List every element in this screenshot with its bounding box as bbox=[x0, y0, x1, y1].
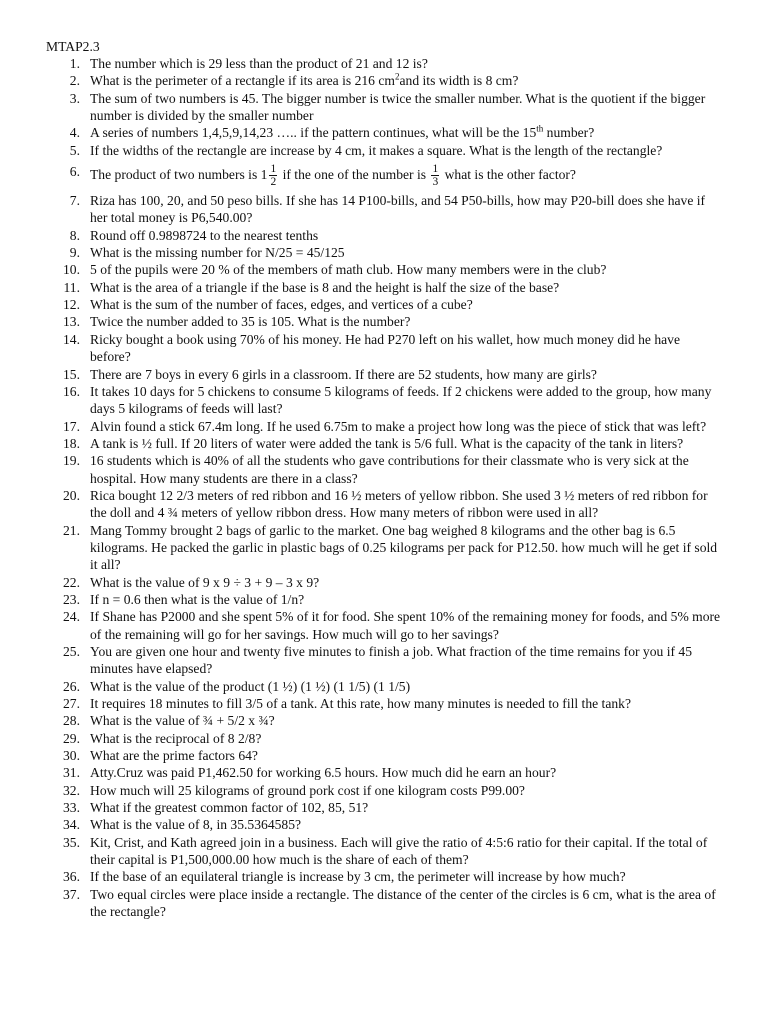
document-title: MTAP2.3 bbox=[46, 39, 100, 54]
question-item bbox=[46, 816, 724, 833]
question-item bbox=[46, 799, 724, 816]
fraction-denominator: 2 bbox=[270, 176, 277, 189]
question-number: 19. bbox=[63, 453, 80, 469]
question-text-part: The product of two numbers is 1 bbox=[90, 166, 268, 182]
question-number: 13. bbox=[63, 314, 80, 330]
question-text bbox=[90, 163, 576, 189]
question-item bbox=[46, 55, 724, 72]
question-number: 21. bbox=[63, 522, 80, 538]
question-text: There are 7 boys in every 6 girls in a classroom. If there are 52 students, how many are girls? bbox=[90, 366, 597, 382]
question-number: 37. bbox=[63, 886, 80, 902]
question-text: What is the sum of the number of faces, edges, and vertices of a cube? bbox=[90, 297, 473, 313]
question-text: If n = 0.6 then what is the value of 1/n? bbox=[90, 591, 305, 607]
question-number: 5. bbox=[69, 142, 80, 158]
question-number: 6. bbox=[69, 164, 80, 180]
question-text: 5 of the pupils were 20 % of the members of math club. How many members were in the club? bbox=[90, 262, 607, 278]
question-text: If the base of an equilateral triangle is increase by 3 cm, the perimeter will increase by how much? bbox=[90, 869, 626, 885]
question-number: 11. bbox=[63, 279, 80, 295]
question-text: Rica bought 12 2/3 meters of red ribbon and 16 ½ meters of yellow ribbon. She used 3 ½ meters of red ribbon for the doll and 4 ¾ meters of yellow ribbon dress. How many meters of ribbon were used in all? bbox=[90, 487, 708, 521]
question-item bbox=[46, 244, 724, 261]
question-number: 1. bbox=[69, 56, 80, 71]
question-number: 16. bbox=[63, 383, 80, 399]
question-item bbox=[46, 730, 724, 747]
question-number: 30. bbox=[63, 748, 80, 764]
question-text: What is the value of ¾ + 5/2 x ¾? bbox=[90, 713, 275, 729]
question-text: Two equal circles were place inside a rectangle. The distance of the center of the circles is 6 cm, what is the area of the rectangle? bbox=[90, 886, 716, 920]
question-item bbox=[46, 159, 724, 192]
question-number: 9. bbox=[69, 245, 80, 261]
question-item bbox=[46, 574, 724, 591]
question-number: 33. bbox=[63, 800, 80, 816]
question-text: What if the greatest common factor of 102, 85, 51? bbox=[90, 800, 369, 816]
question-text: What is the value of 8, in 35.5364585? bbox=[90, 817, 302, 833]
question-text bbox=[90, 125, 594, 140]
question-text bbox=[90, 73, 518, 88]
question-item bbox=[46, 261, 724, 278]
question-item bbox=[46, 452, 724, 487]
question-item bbox=[46, 591, 724, 608]
question-item bbox=[46, 72, 724, 89]
question-item bbox=[46, 712, 724, 729]
question-number: 7. bbox=[69, 193, 80, 209]
question-text: Round off 0.9898724 to the nearest tenths bbox=[90, 227, 319, 243]
question-text: What are the prime factors 64? bbox=[90, 748, 258, 764]
question-text: 16 students which is 40% of all the students who gave contributions for their classmate who is very sick at the hospital. How many students are there in a class? bbox=[90, 453, 689, 486]
question-text: The number which is 29 less than the product of 21 and 12 is? bbox=[90, 56, 428, 71]
question-text: Ricky bought a book using 70% of his money. He had P270 left on his wallet, how much money did he have before? bbox=[90, 331, 680, 365]
question-text: Riza has 100, 20, and 50 peso bills. If she has 14 P100-bills, and 54 P50-bills, how may P20-bill does she have if her total money is P6,540.00? bbox=[90, 193, 706, 226]
fraction bbox=[431, 163, 439, 188]
fraction-numerator: 1 bbox=[270, 163, 277, 176]
question-text: What is the value of the product (1 ½) (1 ½) (1 1/5) (1 1/5) bbox=[90, 678, 411, 694]
question-number: 4. bbox=[69, 125, 80, 141]
question-number: 14. bbox=[63, 331, 80, 347]
fraction-numerator: 1 bbox=[432, 163, 439, 176]
question-number: 26. bbox=[63, 678, 80, 694]
question-number: 8. bbox=[69, 227, 80, 243]
question-number: 23. bbox=[63, 591, 80, 607]
question-item bbox=[46, 331, 724, 366]
question-number: 17. bbox=[63, 418, 80, 434]
question-number: 27. bbox=[63, 696, 80, 712]
question-number: 3. bbox=[69, 90, 80, 106]
question-text: If Shane has P2000 and she spent 5% of it for food. She spent 10% of the remaining money for foods, and 5% more of the remaining will go for her savings. How much will go to her savings? bbox=[90, 609, 721, 642]
question-item bbox=[46, 834, 724, 869]
question-item bbox=[46, 886, 724, 921]
question-item bbox=[46, 764, 724, 781]
question-number: 24. bbox=[63, 609, 80, 625]
question-number: 15. bbox=[63, 366, 80, 382]
superscript: th bbox=[536, 123, 544, 134]
question-number: 2. bbox=[69, 73, 80, 89]
question-number: 29. bbox=[63, 730, 80, 746]
question-item bbox=[46, 124, 724, 141]
superscript: 2 bbox=[394, 71, 400, 82]
question-number: 10. bbox=[63, 262, 80, 278]
question-text-part: what is the other factor? bbox=[441, 166, 576, 182]
question-item bbox=[46, 782, 724, 799]
question-item bbox=[46, 678, 724, 695]
question-text: Mang Tommy brought 2 bags of garlic to the market. One bag weighed 8 kilograms and the other bag is 6.5 kilograms. He packed the garlic in plastic bags of 0.25 kilograms per pack for P12.50. how much will he get if sold it all? bbox=[90, 522, 718, 573]
question-text: A tank is ½ full. If 20 liters of water were added the tank is 5/6 full. What is the capacity of the tank in liters? bbox=[90, 435, 684, 451]
question-text: The sum of two numbers is 45. The bigger number is twice the smaller number. What is the quotient if the bigger number is divided by the smaller number bbox=[90, 90, 706, 124]
fraction bbox=[269, 163, 277, 188]
question-text-part: if the one of the number is bbox=[279, 166, 430, 182]
question-item bbox=[46, 868, 724, 885]
question-number: 34. bbox=[63, 817, 80, 833]
question-item bbox=[46, 279, 724, 296]
question-number: 36. bbox=[63, 869, 80, 885]
question-text: What is the area of a triangle if the base is 8 and the height is half the size of the base? bbox=[90, 279, 560, 295]
question-item bbox=[46, 418, 724, 435]
question-item bbox=[46, 366, 724, 383]
question-item bbox=[46, 296, 724, 313]
question-item bbox=[46, 435, 724, 452]
question-text: Kit, Crist, and Kath agreed join in a business. Each will give the ratio of 4:5:6 ratio for their capital. If the total of their capital is P1,500,000.00 how much is the share of each of them? bbox=[90, 834, 708, 868]
question-item bbox=[46, 90, 724, 125]
question-item bbox=[46, 383, 724, 418]
question-number: 12. bbox=[63, 297, 80, 313]
question-number: 28. bbox=[63, 713, 80, 729]
question-item bbox=[46, 192, 724, 227]
question-number: 31. bbox=[63, 765, 80, 781]
question-text-part: number? bbox=[543, 125, 595, 141]
question-text-part: What is the perimeter of a rectangle if its area is 216 cm bbox=[90, 73, 395, 89]
question-text: Atty.Cruz was paid P1,462.50 for working 6.5 hours. How much did he earn an hour? bbox=[90, 765, 557, 781]
question-text: What is the missing number for N/25 = 45/125 bbox=[90, 245, 345, 261]
question-number: 18. bbox=[63, 435, 80, 451]
question-item bbox=[46, 142, 724, 159]
question-item bbox=[46, 608, 724, 643]
question-text: You are given one hour and twenty five minutes to finish a job. What fraction of the time remains for you if 45 minutes have elapsed? bbox=[90, 644, 693, 677]
question-number: 35. bbox=[63, 834, 80, 850]
question-item bbox=[46, 695, 724, 712]
question-text-part: and its width is 8 cm? bbox=[399, 73, 519, 89]
question-text-part: A series of numbers 1,4,5,9,14,23 ….. if the pattern continues, what will be the 15 bbox=[90, 125, 537, 141]
question-item bbox=[46, 522, 724, 574]
question-text: It requires 18 minutes to fill 3/5 of a tank. At this rate, how many minutes is needed to fill the tank? bbox=[90, 696, 631, 712]
question-list bbox=[46, 55, 724, 921]
question-number: 32. bbox=[63, 782, 80, 798]
question-text: What is the reciprocal of 8 2/8? bbox=[90, 730, 262, 746]
question-number: 22. bbox=[63, 574, 80, 590]
question-item bbox=[46, 747, 724, 764]
question-text: Twice the number added to 35 is 105. What is the number? bbox=[90, 314, 411, 330]
question-text: How much will 25 kilograms of ground pork cost if one kilogram costs P99.00? bbox=[90, 782, 525, 798]
question-text: Alvin found a stick 67.4m long. If he used 6.75m to make a project how long was the piece of stick that was left? bbox=[90, 418, 707, 434]
question-item bbox=[46, 487, 724, 522]
question-item bbox=[46, 643, 724, 678]
question-number: 20. bbox=[63, 487, 80, 503]
question-text: If the widths of the rectangle are increase by 4 cm, it makes a square. What is the length of the rectangle? bbox=[90, 142, 663, 158]
question-number: 25. bbox=[63, 644, 80, 659]
question-item bbox=[46, 313, 724, 330]
question-item bbox=[46, 227, 724, 244]
question-text: What is the value of 9 x 9 ÷ 3 + 9 – 3 x 9? bbox=[90, 574, 320, 590]
fraction-denominator: 3 bbox=[432, 176, 439, 189]
question-text: It takes 10 days for 5 chickens to consume 5 kilograms of feeds. If 2 chickens were added to the group, how many days 5 kilograms of feeds will last? bbox=[90, 383, 712, 417]
